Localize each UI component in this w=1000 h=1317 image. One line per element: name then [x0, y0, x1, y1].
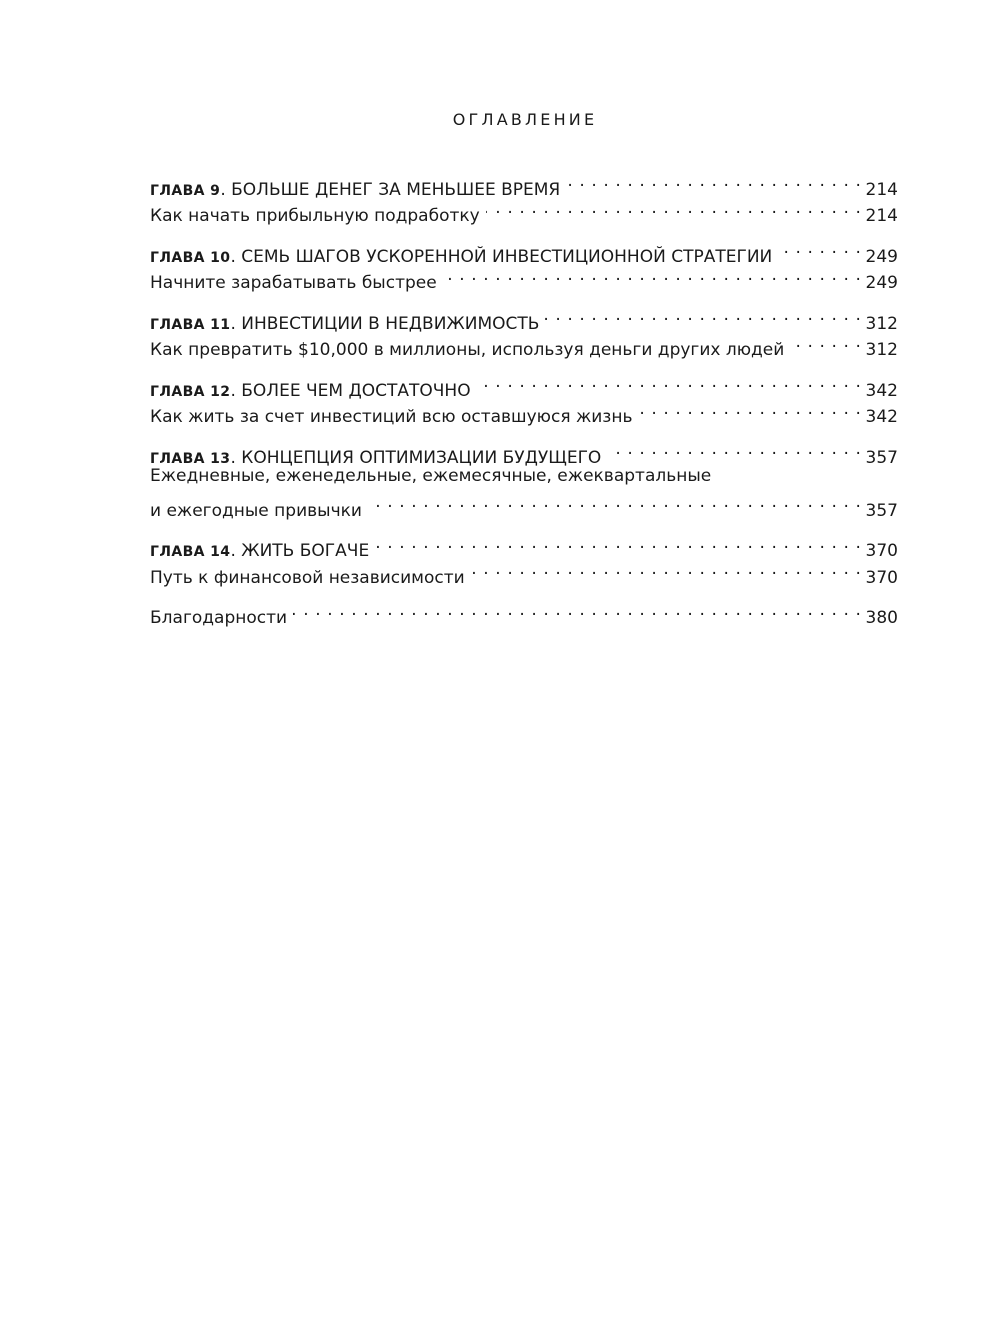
- page-number: 370: [865, 567, 898, 588]
- page-number: 342: [865, 407, 898, 427]
- leader-dots: [375, 530, 861, 557]
- leader-dots: [486, 195, 862, 222]
- toc-acknowledgements: [150, 597, 898, 628]
- leader-dots: [477, 369, 862, 396]
- chapter-label: ГЛАВА 10: [150, 249, 231, 266]
- chapter-subtitle: и ежегодные привычки: [150, 500, 362, 521]
- chapter-title: ЖИТЬ БОГАЧЕ: [241, 541, 370, 561]
- chapter-title: КОНЦЕПЦИЯ ОПТИМИЗАЦИИ БУДУЩЕГО: [241, 447, 602, 468]
- chapter-subtitle: Путь к финансовой независимости: [150, 567, 465, 588]
- chapter-label: ГЛАВА 11: [150, 316, 231, 333]
- leader-dots: [607, 436, 861, 463]
- page-number: 342: [865, 380, 898, 401]
- page-number: 214: [865, 206, 898, 226]
- chapter-title: СЕМЬ ШАГОВ УСКОРЕННОЙ ИНВЕСТИЦИОННОЙ СТРАТЕГИИ: [241, 246, 773, 267]
- chapter-entry[interactable]: ГЛАВА 10. СЕМЬ ШАГОВ УСКОРЕННОЙ ИНВЕСТИЦИОННОЙ СТРАТЕГИИ . . . 249: [150, 235, 898, 262]
- leader-dots: [368, 489, 862, 516]
- chapter-title: ИНВЕСТИЦИИ В НЕДВИЖИМОСТЬ: [241, 313, 540, 334]
- chapter-title: БОЛЬШЕ ДЕНЕГ ЗА МЕНЬШЕЕ ВРЕМЯ: [231, 179, 561, 200]
- chapter-entry[interactable]: ГЛАВА 9. БОЛЬШЕ ДЕНЕГ ЗА МЕНЬШЕЕ ВРЕМЯ . . . 214: [150, 168, 898, 195]
- page-title: ОГЛАВЛЕНИЕ: [452, 110, 598, 129]
- toc-chapter-9: [150, 168, 898, 226]
- acknowledgements-entry[interactable]: [150, 597, 898, 628]
- page-number: 370: [865, 541, 898, 561]
- chapter-label: ГЛАВА 13: [150, 450, 231, 467]
- page-number: 214: [865, 179, 898, 200]
- acknowledgements-label: Благодарности: [150, 608, 288, 628]
- leader-dots: [790, 329, 861, 356]
- leader-dots: [443, 262, 862, 289]
- leader-dots: [778, 235, 861, 262]
- chapter-label: ГЛАВА 14: [150, 544, 231, 560]
- page-number: 357: [865, 500, 898, 521]
- page-number: 380: [865, 608, 898, 628]
- chapter-subtitle: Как жить за счет инвестиций всю оставшуюся жизнь: [150, 407, 633, 427]
- leader-dots: [638, 396, 861, 423]
- toc-chapter-12: [150, 369, 898, 427]
- chapter-label: ГЛАВА 12: [150, 383, 231, 400]
- leader-dots: [545, 302, 861, 329]
- page-number: 312: [865, 313, 898, 334]
- toc-chapter-10: [150, 235, 898, 293]
- chapter-subtitle-line: Ежедневные, еженедельные, ежемесячные, ежеквартальные: [150, 465, 712, 486]
- chapter-entry[interactable]: ГЛАВА 11. ИНВЕСТИЦИИ В НЕДВИЖИМОСТЬ . . . 312: [150, 302, 898, 329]
- chapter-title: БОЛЕЕ ЧЕМ ДОСТАТОЧНО: [241, 380, 471, 401]
- chapter-entry[interactable]: ГЛАВА 13. КОНЦЕПЦИЯ ОПТИМИЗАЦИИ БУДУЩЕГО . . . 357: [150, 436, 898, 463]
- toc-chapter-14: [150, 530, 898, 588]
- chapter-label: ГЛАВА 9: [150, 182, 221, 199]
- page-number: 357: [865, 447, 898, 468]
- leader-dots: [471, 556, 862, 583]
- chapter-subtitle: Начните зарабатывать быстрее: [150, 273, 437, 293]
- chapter-subtitle: Как превратить $10,000 в миллионы, используя деньги других людей: [150, 340, 785, 360]
- table-of-contents: [150, 168, 898, 637]
- toc-chapter-13: [150, 436, 898, 521]
- subtitle-entry[interactable]: [150, 489, 898, 521]
- leader-dots: [566, 168, 861, 195]
- toc-chapter-11: [150, 302, 898, 360]
- leader-dots: [293, 597, 861, 624]
- page-number: 312: [865, 340, 898, 360]
- page-number: 249: [865, 246, 898, 267]
- page-number: 249: [865, 273, 898, 293]
- chapter-entry[interactable]: ГЛАВА 14. ЖИТЬ БОГАЧЕ . . . 370: [150, 530, 898, 557]
- chapter-subtitle: Как начать прибыльную подработку: [150, 206, 480, 226]
- chapter-entry[interactable]: ГЛАВА 12. БОЛЕЕ ЧЕМ ДОСТАТОЧНО . . . 342: [150, 369, 898, 396]
